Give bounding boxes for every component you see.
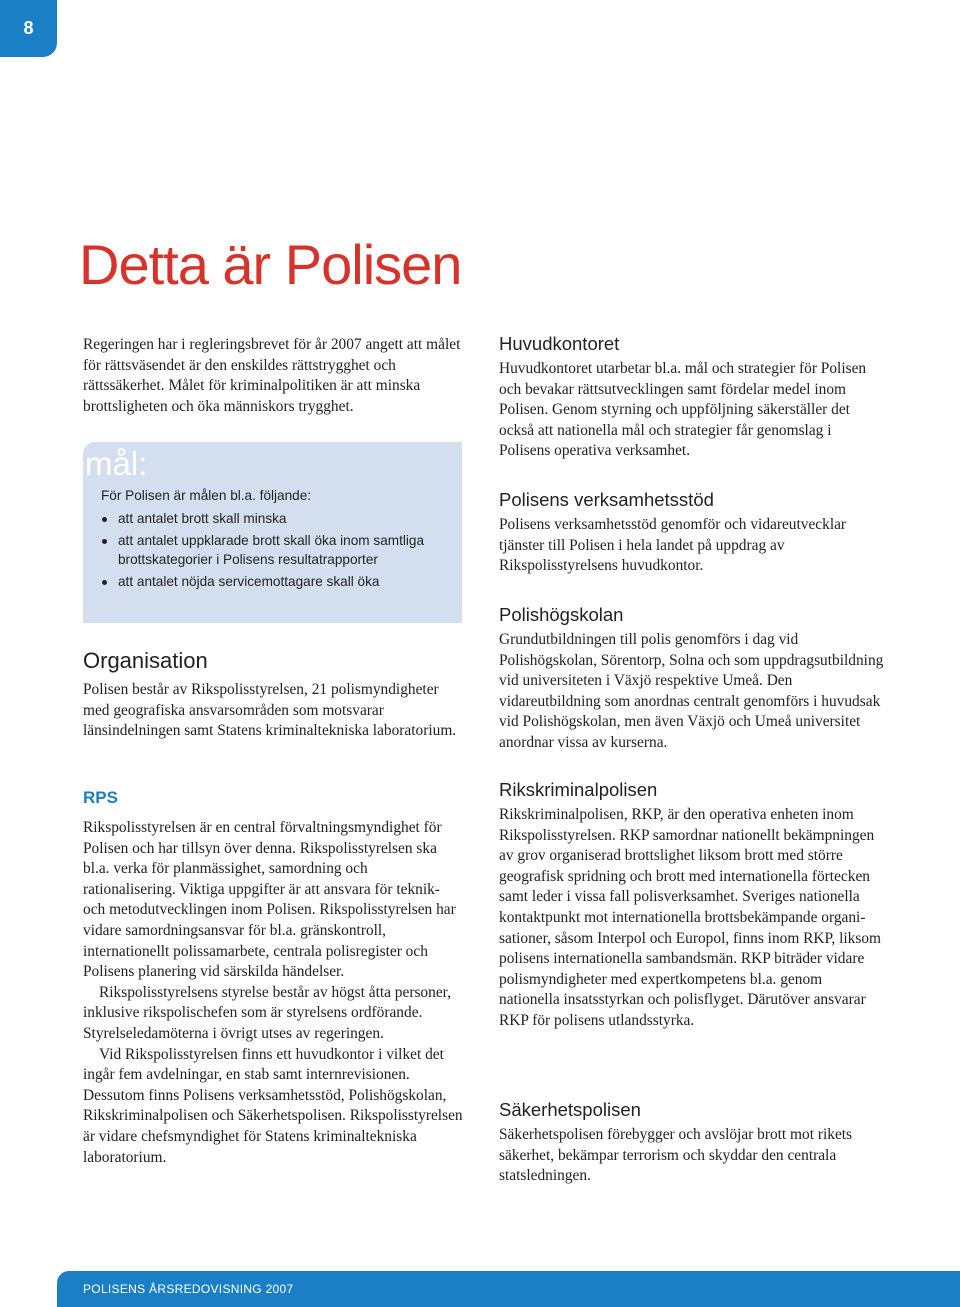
section-huvudkontoret (499, 333, 884, 462)
rps-heading: RPS (83, 788, 118, 807)
section-heading: Rikskriminalpolisen (499, 779, 658, 800)
section-text: Polisens verksamhetsstöd genomför och vidareutvecklar tjänster till Polisen i hela landet på uppdrag av Rikspolisstyrelsens huvudkontor. (499, 516, 847, 575)
section-verksamhetsstod (499, 489, 884, 577)
section-heading: Huvudkontoret (499, 333, 620, 354)
section-text: Rikskriminalpolisen, RKP, är den operativa enheten inom Rikspolisstyrelsen. RKP samordnar nationellt bekämpningen av grov organiserad brottslighet liksom brott med större geografisk spridning och brott med internationella förtecken samt leder i vissa fall polisverksamhet. Sveriges nationella kontaktpunkt mot internationella brottsbekämpande organisationer, såsom Interpol och Europol, finns inom RKP, liksom polisens internationella sambandsmän. RKP biträder vidare polismyndigheter med expertkompetens bl.a. genom nationella insatsstyrkan och polisflyget. Därutöver ansvarar RKP för polisens utlandsstyrka. (499, 806, 881, 1029)
organisation-heading: Organisation (83, 648, 208, 673)
footer-bar (57, 1271, 960, 1307)
goal-item: att antalet brott skall minska (101, 510, 451, 529)
page-number: 8 (23, 18, 34, 38)
section-text: Grundutbildningen till polis genomförs i dag vid Polishögskolan, Sörentorp, Solna och som uppdragsutbildning vid universiteten i Växjö respektive Umeå. Den vidareutbildning som anordnas centralt genomförs i huvudsak vid Polishögskolan, men även Växjö och Umeå universitet anordnar vissa av kurserna. (499, 631, 884, 751)
section-polishogskolan (499, 604, 884, 754)
organisation-text: Polisen består av Rikspolisstyrelsen, 21 polismyndigheter med geografiska ansvarsområden som motsvarar länsindelningen samt Statens kriminaltekniska laboratorium. (83, 681, 457, 740)
section-sakerhetspolisen (499, 1099, 884, 1187)
rps-paragraph: Rikspolisstyrelsen är en central förvaltningsmyndighet för Polisen och har tillsyn över denna. Rikspolisstyrelsen ska bl.a. verka för planmässighet, samordning och rationalisering. Viktiga uppgifter är att ansvara för teknik- och metodutvecklingen inom Polisen. Rikspolisstyrelsen har vidare samordningsansvar för bl.a. gränskontroll, internationellt polissamarbete, centrala polisregister och Polisens planering vid särskilda händelser. (83, 819, 456, 981)
goals-lead: För Polisen är målen bl.a. följande: (101, 488, 312, 503)
section-rikskriminalpolisen (499, 779, 884, 1032)
footer-text: POLISENS ÅRSREDOVISNING 2007 (83, 1282, 294, 1296)
section-text: Säkerhetspolisen förebygger och avslöjar brott mot rikets säkerhet, bekämpar terrorism och skyddar den centrala statsledningen. (499, 1126, 853, 1185)
rps-paragraph: Vid Rikspolisstyrelsen finns ett huvudkontor i vilket det ingår fem avdelningar, en stab samt internrevisionen. Dessutom finns Polisens verksamhetsstöd, Polishögskolan, Rikskriminalpolisen och Säkerhetspolisen. Rikspolisstyrelsen är vidare chefsmyndighet för Statens kriminaltekniska laboratorium. (83, 1045, 463, 1166)
goals-list (101, 510, 451, 592)
goals-box (83, 442, 462, 623)
section-text: Huvudkontoret utarbetar bl.a. mål och strategier för Polisen och bevakar rättsutvecklingen samt fördelar medel inom Polisen. Genom styrning och uppföljning säkerställer det också att nationella mål och strategier får genomslag i Polisens operativa verksamhet. (499, 360, 867, 460)
intro-paragraph: Regeringen har i regleringsbrevet för år 2007 angett att målet för rättsväsendet är den enskildes rättstrygghet och rättssäkerhet. Målet för kriminalpolitiken är att minska brottsligheten och öka människors trygghet. (83, 336, 461, 415)
rps-section (83, 818, 463, 1168)
goal-item: att antalet uppklarade brott skall öka inom samtliga brottskategorier i Polisens resultatrapporter (101, 532, 451, 570)
page-title: Detta är Polisen (79, 233, 462, 296)
goals-content (101, 487, 451, 595)
goal-item: att antalet nöjda servicemottagare skall öka (101, 573, 451, 592)
section-heading: Polishögskolan (499, 604, 624, 625)
rps-paragraph: Rikspolisstyrelsens styrelse består av högst åtta personer, inklusive rikspolischefen som är styrelsens ordförande. Styrelseledamöterna i övrigt utses av regeringen. (83, 983, 452, 1042)
section-heading: Säkerhetspolisen (499, 1099, 641, 1120)
section-heading: Polisens verksamhetsstöd (499, 489, 714, 510)
page-number-badge (0, 0, 57, 57)
goals-box-title: mål: (85, 445, 148, 482)
